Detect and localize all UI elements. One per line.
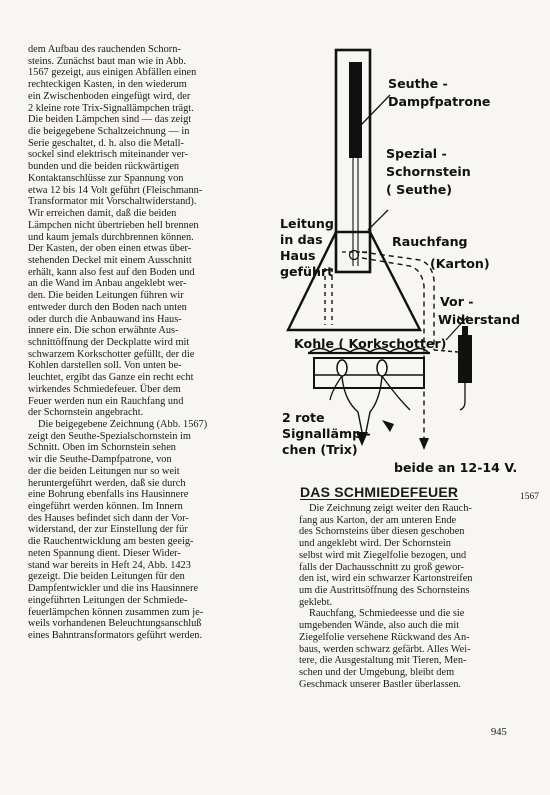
smoke-cartridge (349, 62, 362, 158)
text-line: an die Wand im Anbau angeklebt wer- (28, 278, 187, 290)
chimney-wiring-diagram (270, 40, 520, 480)
label-vorwiderstand-2: Widerstand (438, 312, 520, 327)
text-line: die Rauchentwicklung am besten geeig- (28, 536, 194, 548)
text-line: Der Kasten, der oben einen etwas über- (28, 243, 192, 255)
text-line: zeigt den Seuthe-Spezialschornstein im (28, 430, 191, 442)
text-line: um die Austrittsöffnung des Schornsteins (299, 585, 470, 597)
text-line: Rauchfang, Schmiedeesse und die sie (309, 608, 465, 620)
text-line: steins. Zunächst baut man wie in Abb. (28, 55, 187, 67)
text-line: eingeführt werden können. Im Innern (28, 501, 183, 513)
text-line: 1567 gezeigt, aus einigen Abfällen einen (28, 67, 197, 79)
text-line: innere ein. Die schon erwähnte Aus- (28, 325, 179, 337)
text-line: schnittöffnung der Deckplatte wird mit (28, 336, 190, 348)
text-line: Kontaktanschlüsse zur Spannung von (28, 172, 184, 184)
text-line: Die beiden Lämpchen sind — das zeigt (28, 114, 192, 126)
text-line: Schnitt. Oben im Schornstein sehen (28, 442, 176, 454)
text-line: Serie geschaltet, d. h. also die Metall- (28, 137, 184, 149)
text-line: Lämpchen nicht übertrieben hell brennen (28, 219, 199, 231)
text-line: geklebt. (299, 596, 333, 608)
text-line: die beigegebene Schaltzeichnung — in (28, 126, 190, 138)
text-line: stehenden Deckel mit einem Ausschnitt (28, 254, 192, 266)
page-number: 945 (491, 727, 507, 738)
text-line: bunden und die beiden rückwärtigen (28, 161, 180, 173)
forge-box (314, 358, 424, 388)
text-line: etwa 12 bis 14 Volt geführt (Fleischmann- (28, 184, 203, 196)
text-line: sockel sind elektrisch miteinander ver- (28, 149, 189, 161)
text-line: des Schornsteins über diesen geschoben (299, 526, 465, 538)
label-rauchfang-1: Rauchfang (392, 234, 468, 249)
text-line: oder durch die Anbauwand ins Haus- (28, 313, 182, 325)
text-line: schwarzem Korkschotter gefüllt, der die (28, 348, 195, 360)
text-line: Feuer werden nun ein Rauchfang und (28, 395, 184, 407)
text-line: falls der Dachausschnitt zu groß gewor- (299, 561, 464, 573)
text-line: widerstand, der zur Einstellung der für (28, 524, 188, 536)
text-line: tere, die Ausgestaltung mit Tieren, Men- (299, 655, 467, 667)
text-line: umgebenden Wände, also auch die mit (299, 620, 460, 632)
signal-lamp-2 (377, 360, 387, 376)
label-leitung-2: in das (280, 232, 323, 247)
text-line: Transformator mit Vorschaltwiderstand). (28, 196, 197, 208)
label-voltage: beide an 12-14 V. (394, 460, 518, 475)
text-line: weils vorhandenen Beleuchtungsanschluß (28, 618, 202, 630)
text-line: leuchtet, ergibt das Ganze ein recht echt (28, 372, 194, 384)
text-line: entweder durch den Boden nach unten (28, 301, 187, 313)
label-lamps-2: Signallämp - (282, 426, 371, 441)
resistor (458, 335, 472, 383)
label-lamps-3: chen (Trix) (282, 442, 358, 457)
text-line: selbst wird mit Ziegelfolie bezogen, und (299, 549, 467, 561)
text-line: wirkendes Schmiedefeuer. Über dem (28, 383, 181, 395)
label-schornstein-1: Spezial - (386, 146, 447, 161)
text-line: eine Bohrung ebenfalls ins Hausinnere (28, 489, 189, 501)
text-line: schen und der Umgebung, bleibt dem (299, 667, 455, 679)
text-line: feuerlämpchen können zusammen zum je- (28, 606, 204, 618)
text-line: der die beiden Leitungen nur so weit (28, 465, 180, 477)
label-kohle: Kohle ( Korkschotter) (294, 336, 447, 351)
label-schornstein-2: Schornstein (386, 164, 471, 179)
section-heading: DAS SCHMIEDEFEUER (300, 484, 459, 500)
text-line: den ist, wird ein schwarzer Kartonstreifen (299, 573, 473, 585)
label-leitung-4: geführt (280, 264, 334, 279)
signal-lamp-1 (337, 360, 347, 376)
text-line: Wir erreichen damit, daß die beiden (28, 208, 177, 220)
text-line: dem Aufbau des rauchenden Schorn- (28, 44, 181, 55)
text-line: Die beigegebene Zeichnung (Abb. 1567) (38, 419, 208, 430)
text-line: Geschmack unserer Bastler überlassen. (299, 678, 461, 690)
text-line: baus, werden schwarz gefärbt. Alles Wei- (299, 643, 471, 655)
text-line: und angeklebt wird. Der Schornstein (299, 538, 451, 550)
left-text-column (28, 44, 268, 642)
text-line: des Hauses befindet sich dann der Vor- (28, 512, 189, 524)
text-line: eines Bahntransformators geführt werden. (28, 629, 203, 641)
text-line: rechteckigen Kasten, in den wiederum (28, 79, 187, 91)
right-text-column (299, 503, 514, 691)
text-line: heruntergeführt werden, daß sie durch (28, 477, 186, 489)
text-line: eingeführten Leitungen der Schmiede- (28, 594, 188, 606)
text-line: fang aus Karton, der am unteren Ende (299, 514, 457, 526)
figure-number: 1567 (520, 492, 539, 502)
text-line: erhält, kann also fest auf den Boden und (28, 266, 195, 278)
text-line: Ziegelfolie versehene Rückwand des An- (299, 631, 470, 643)
text-line: Kohlen darstellen soll. Von unten be- (28, 360, 182, 372)
label-lamps-1: 2 rote (282, 410, 325, 425)
text-line: gezeigt. Die beiden Leitungen für den (28, 571, 185, 583)
text-line: Die Zeichnung zeigt weiter den Rauch- (309, 503, 472, 514)
text-line: ein Zwischenboden eingefügt wird, der (28, 90, 191, 102)
text-line: der Schornstein angebracht. (28, 407, 144, 419)
label-vorwiderstand-1: Vor - (440, 294, 474, 309)
text-line: Dampfentwickler und die ins Hausinnere (28, 583, 199, 595)
label-dampfpatrone-1: Seuthe - (388, 76, 448, 91)
text-line: und kaum jemals durchbrennen können. (28, 231, 194, 243)
text-line: neten Spannung dient. Dieser Wider- (28, 547, 181, 559)
text-line: wir die Seuthe-Dampfpatrone, von (28, 454, 172, 466)
label-rauchfang-2: (Karton) (430, 256, 490, 271)
label-schornstein-3: ( Seuthe) (386, 182, 453, 197)
text-line: stand war bereits in Heft 24, Abb. 1423 (28, 559, 191, 571)
label-leitung-1: Leitung (280, 216, 334, 231)
text-line: 2 kleine rote Trix-Signallämpchen trägt. (28, 102, 194, 114)
label-dampfpatrone-2: Dampfpatrone (388, 94, 491, 109)
label-leitung-3: Haus (280, 248, 316, 263)
text-line: den. Die beiden Leitungen führen wir (28, 290, 184, 302)
